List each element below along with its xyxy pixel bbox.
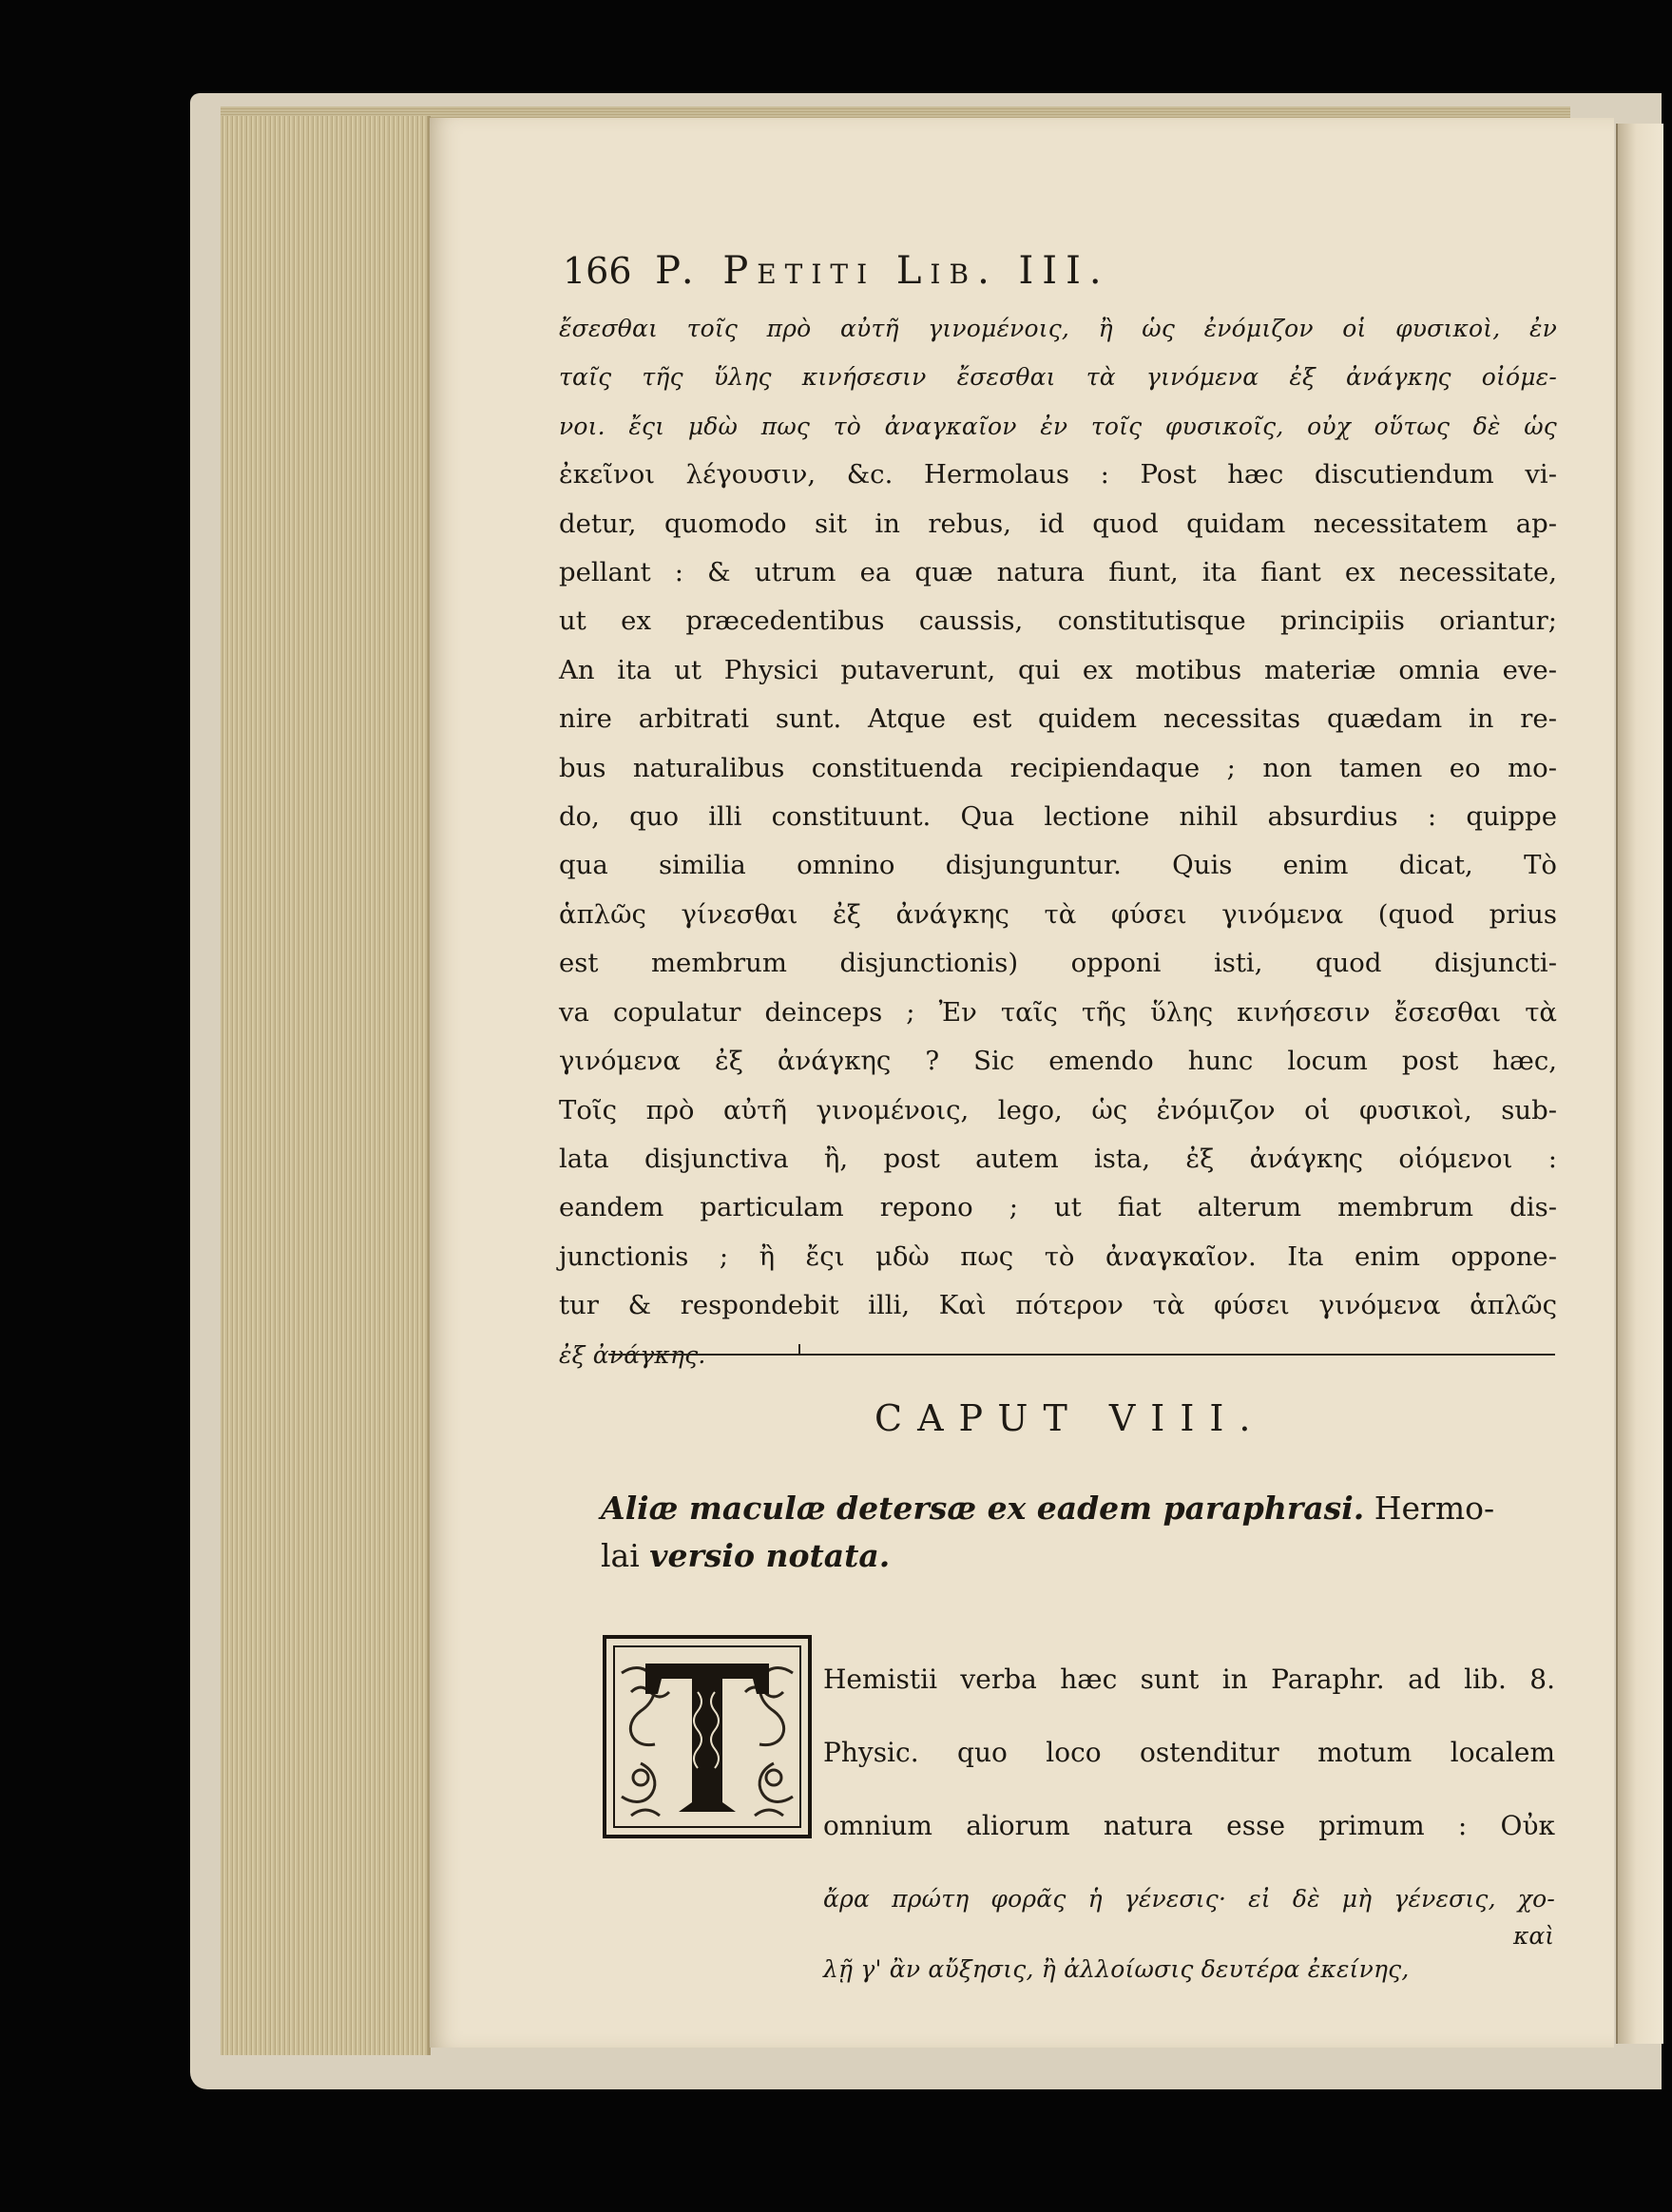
main-text-line: est membrum disjunctionis) opponi isti, quod disjuncti-	[559, 948, 1557, 979]
chapter-summary-italic: Aliæ maculæ detersæ ex eadem paraphrasi.	[601, 1490, 1365, 1527]
main-text-line: detur, quomodo sit in rebus, id quod quidam necessitatem ap-	[559, 508, 1557, 539]
running-head	[563, 249, 1437, 298]
catchword: καὶ	[1513, 1922, 1555, 1950]
chapter-heading: CAPUT VIII.	[874, 1397, 1266, 1439]
chapter-summary	[601, 1485, 1547, 1580]
running-head-title: P. Petiti Lib. III.	[655, 249, 1110, 293]
chapter-body-text	[823, 1629, 1555, 2016]
chapter-summary-roman-2: lai	[601, 1537, 640, 1574]
page-number: 166	[563, 250, 632, 292]
main-text-line: pellant : & utrum ea quæ natura fiunt, ita fiant ex necessitate,	[559, 557, 1557, 588]
main-text-block	[559, 304, 1557, 1379]
main-text-line: tur & respondebit illi, Καὶ πότερον τὰ φύσει γινόμενα ἁπλῶς	[559, 1290, 1557, 1321]
main-text-line: ἐκεῖνοι λέγουσιν, &c. Hermolaus : Post hæc discutiendum vi-	[559, 459, 1557, 490]
chapter-summary-roman: Hermo-	[1374, 1490, 1495, 1527]
main-text-line: γινόμενα ἐξ ἀνάγκης ? Sic emendo hunc locum post hæc,	[559, 1046, 1557, 1077]
main-text-line: Τοῖς πρὸ αὐτῆ γινομένοις, lego, ὡς ἐνόμιζον οἱ φυσικοὶ, sub-	[559, 1094, 1557, 1125]
main-text-line: bus naturalibus constituenda recipiendaque ; non tamen eo mo-	[559, 752, 1557, 783]
main-text-line: lata disjunctiva ἢ, post autem ista, ἐξ ἀνάγκης οἰόμενοι :	[559, 1143, 1557, 1174]
chapter-body-line: omnium aliorum natura esse primum : Οὐκ	[823, 1810, 1555, 1841]
chapter-body-line: ἄρα πρώτη φορᾶς ἡ γένεσις· εἰ δὲ μὴ γένεσις, χο-	[823, 1885, 1555, 1913]
main-text-line: qua similia omnino disjunguntur. Quis enim dicat, Τὸ	[559, 850, 1557, 881]
chapter-body-line: Hemistii verba hæc sunt in Paraphr. ad lib. 8.	[823, 1664, 1555, 1695]
main-text-line: νοι. ἔςι μδὼ πως τὸ ἀναγκαῖον ἐν τοῖς φυσικοῖς, οὐχ οὕτως δὲ ὡς	[559, 412, 1557, 440]
rule-tick	[798, 1344, 800, 1356]
main-text-line: eandem particulam repono ; ut fiat alterum membrum dis-	[559, 1192, 1557, 1223]
main-text-line: An ita ut Physici putaverunt, qui ex motibus materiæ omnia eve-	[559, 654, 1557, 685]
chapter-summary-italic-2: versio notata.	[649, 1537, 891, 1574]
section-rule	[608, 1354, 1555, 1356]
main-text-line: ut ex præcedentibus caussis, constitutisque principiis oriantur;	[559, 606, 1557, 637]
main-text-line: va copulatur deinceps ; Ἐν ταῖς τῆς ὕλης κινήσεσιν ἔσεσθαι τὰ	[559, 996, 1557, 1028]
main-text-line: nire arbitrati sunt. Atque est quidem necessitas quædam in re-	[559, 703, 1557, 735]
decorated-initial-icon	[603, 1635, 812, 1838]
main-text-line: do, quo illi constituunt. Qua lectione nihil absurdius : quippe	[559, 801, 1557, 833]
chapter-body-line: Physic. quo loco ostenditur motum localem	[823, 1737, 1555, 1768]
main-text-line: ταῖς τῆς ὕλης κινήσεσιν ἔσεσθαι τὰ γινόμενα ἐξ ἀνάγκης οἰόμε-	[559, 363, 1557, 392]
page-edges	[221, 116, 431, 2055]
main-text-line: ἔσεσθαι τοῖς πρὸ αὐτῆ γινομένοις, ἢ ὡς ἐνόμιζον οἱ φυσικοὶ, ἐν	[559, 315, 1557, 342]
main-text-line: ἁπλῶς γίνεσθαι ἐξ ἀνάγκης τὰ φύσει γινόμενα (quod prius	[559, 898, 1557, 930]
main-text-line: ἐξ ἀνάγκης.	[559, 1340, 706, 1369]
main-text-line: junctionis ; ἢ ἔςι μδὼ πως τὸ ἀναγκαῖον. Ita enim oppone-	[559, 1241, 1557, 1272]
chapter-body-line: λῇ γ' ἂν αὔξησις, ἢ ἀλλοίωσις δευτέρα ἐκείνης,	[823, 1955, 1410, 1983]
next-page-edge	[1616, 124, 1663, 2044]
